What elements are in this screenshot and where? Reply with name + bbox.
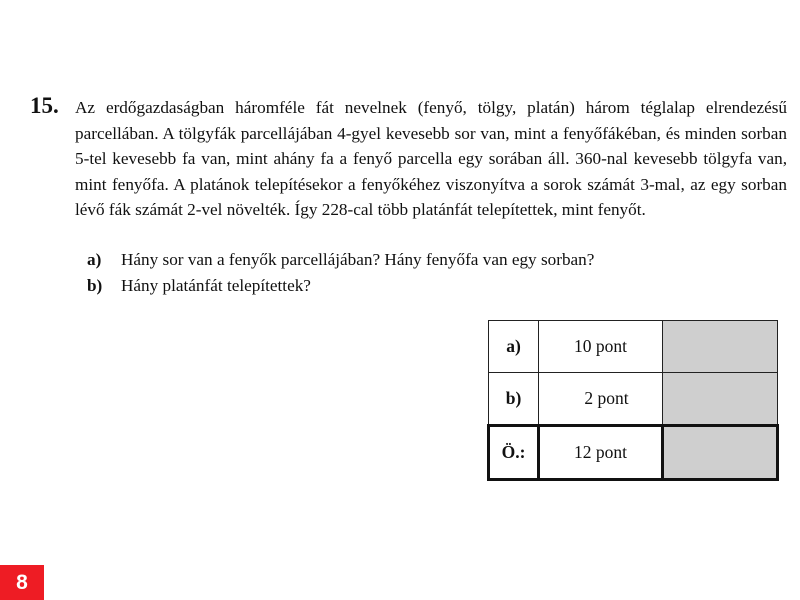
score-row-total (489, 426, 778, 480)
problem-number: 15. (30, 93, 59, 118)
problem-text: Az erdőgazdaságban háromféle fát nevelnek (fenyő, tölgy, platán) három téglalap elrendezésű parcellában. A tölgyfák parcellájában 4-gyel kevesebb sor van, mint a fenyőfákéban, és minden sorban 5-tel kevesebb fa van, mint ahány fa a fenyő parcella egy sorában áll. 360-nal kevesebb tölgyfa van, mint fenyőfa. A platánok telepítésekor a fenyőkéhez viszonyítva a sorok számát 3-mal, az egy sorban lévő fák számát 2-vel növelték. Így 228-cal több platánfát telepítettek, mint fenyőt. (75, 98, 787, 220)
score-table (487, 320, 779, 481)
question-b-text: Hány platánfát telepítettek? (121, 275, 311, 295)
score-row-b-box (663, 373, 778, 426)
question-b-label: b) (87, 275, 103, 295)
score-total-box (663, 426, 778, 480)
score-row-b (489, 373, 778, 426)
page-number-badge: 8 (0, 565, 44, 600)
question-b (87, 273, 777, 299)
score-total-label: Ö.: (489, 426, 539, 480)
question-a-text: Hány sor van a fenyők parcellájában? Hány fenyőfa van egy sorban? (121, 250, 595, 269)
score-row-b-points: 2 pont (539, 373, 663, 426)
score-row-a-box (663, 321, 778, 373)
score-row-b-label: b) (489, 373, 539, 426)
question-a-label: a) (87, 250, 102, 269)
question-list (87, 247, 777, 298)
score-row-a-points: 10 pont (539, 321, 663, 373)
score-total-points: 12 pont (539, 426, 663, 480)
score-row-a-label: a) (489, 321, 539, 373)
score-row-a (489, 321, 778, 373)
question-a (87, 247, 777, 273)
